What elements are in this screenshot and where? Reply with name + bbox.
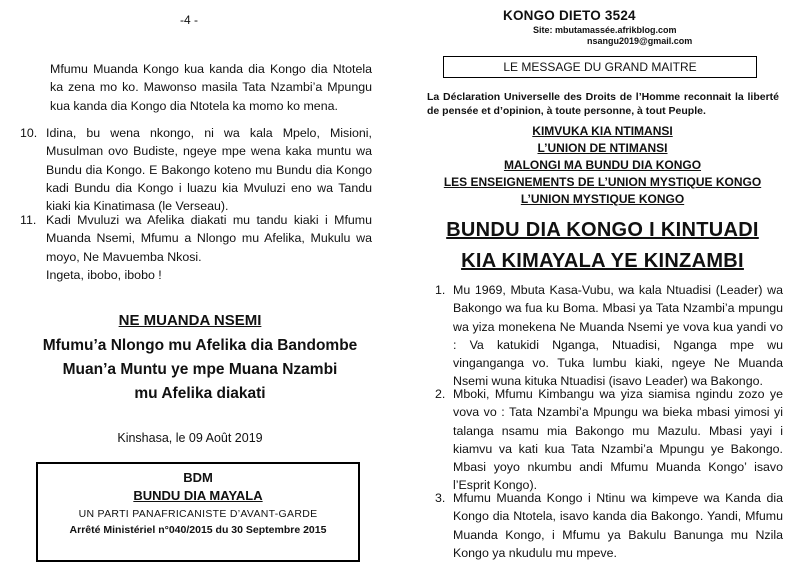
item-text-2: Mboki, Mfumu Kimbangu wa yiza siamisa ngindu zozo ye vova vo : Tata Nzambi’a Mpungu wa bieka mbasi yimosi yi talanga nsamu mia Bakongo mu Mazulu. Mbasi yayi i kiamvu va kati kua Tata Nzambi’a Mpungu ye Bakongo. Mbasi yoyo nkumbu andi Mfumu Muanda Kongo’ isavo l’Esprit Kongo). [453,387,783,493]
main-title-line-2: KIA KIMAYALA YE KINZAMBI [461,250,744,272]
item-number-11: 11. [20,213,37,227]
signature-name: NE MUANDA NSEMI [118,312,262,329]
bdm-name: BUNDU DIA MAYALA [133,488,263,503]
intro-paragraph: Mfumu Muanda Kongo kua kanda dia Kongo dia Ntotela ka zena mo ko. Mawonso masila Tata Nzambi’a Mpungu kua kanda dia Kongo dia Ntotela ka momo ko mena. [50,62,372,113]
bdm-acronym: BDM [183,470,213,485]
header-email: nsangu2019@gmail.com [587,36,693,46]
union-line-1: KIMVUKA KIA NTIMANSI [532,124,673,138]
item-text-1: Mu 1969, Mbuta Kasa-Vubu, wa kala Ntuadisi (Leader) wa Bakongo wa fua ku Boma. Mbasi ya Tata Nzambi’a mpungu wa yiza monekena Ne Muanda Nsemi ye vova kua yandi vo : Va katukidi Nganga, Ntuadisi, Nganga mpe wu vinganganga vo. Tuka lumbu kiaki, ngeye Ne Muanda Nsemi wuna kituka Ntuadisi (isavo Leader) wa Bakongo. [453,283,783,389]
bdm-decree: Arrêté Ministériel n°040/2015 du 30 Septembre 2015 [69,524,327,536]
signature-title-line-1: Mfumu’a Nlongo mu Afelika dia Bandombe [42,337,358,354]
header-title: KONGO DIETO 3524 [503,8,636,23]
bdm-party: UN PARTI PANAFRICANISTE D’AVANT-GARDE [78,508,318,520]
bdm-box [36,462,360,562]
union-line-4: LES ENSEIGNEMENTS DE L’UNION MYSTIQUE KONGO [443,175,762,189]
header-site: Site: mbutamassée.afrikblog.com [533,25,677,35]
item-number-3: 3. [435,491,446,505]
place-date: Kinshasa, le 09 Août 2019 [117,431,263,445]
union-line-2: L’UNION DE NTIMANSI [537,141,668,155]
signature-title-line-2: Muan’a Muntu ye mpe Muana Nzambi [62,361,338,378]
item-text-11: Kadi Mvuluzi wa Afelika diakati mu tandu kiaki i Mfumu Muanda Nsemi, Mfumu a Nlongo mu Afelika, Mukulu wa moyo, Ne Mavuemba Nkosi. [46,213,372,264]
item-number-1: 1. [435,283,446,297]
item-number-2: 2. [435,387,446,401]
item-text-10: Idina, bu wena nkongo, ni wa kala Mpelo, Misioni, Musulman ovo Budiste, ngeye mpe wena kaka muntu wa Bundu dia Kongo. E Bakongo koteno mu Bundu dia Kongo kadi Bundu dia Kongo i luazu kia Mvuluzi eno wa Tandu kiaki kia Kinatimasa (le Verseau). [46,126,372,214]
item-text-3: Mfumu Muanda Kongo i Ntinu wa kimpeve wa Kanda dia Kongo dia Ntotela, isavo kanda dia Bakongo. Yandi, Mfumu Muanda Kongo, i Mfumu ya Bakulu Banunga mu Nzila Kongo ya nkudulu mu mpeve. [453,491,783,560]
right-page [405,0,800,566]
page-number: -4 - [180,13,198,27]
message-title-box: LE MESSAGE DU GRAND MAITRE [443,56,757,78]
union-line-3: MALONGI MA BUNDU DIA KONGO [503,158,702,172]
declaration-text: La Déclaration Universelle des Droits de l’Homme reconnait la liberté de pensée et d’opinion, à toute personne, à tout Peuple. [427,91,779,117]
union-line-5: L’UNION MYSTIQUE KONGO [520,192,685,206]
item-number-10: 10. [20,126,38,140]
main-title-line-1: BUNDU DIA KONGO I KINTUADI [446,219,759,241]
closing-line: Ingeta, ibobo, ibobo ! [46,268,162,282]
signature-title-line-3: mu Afelika diakati [134,385,266,402]
